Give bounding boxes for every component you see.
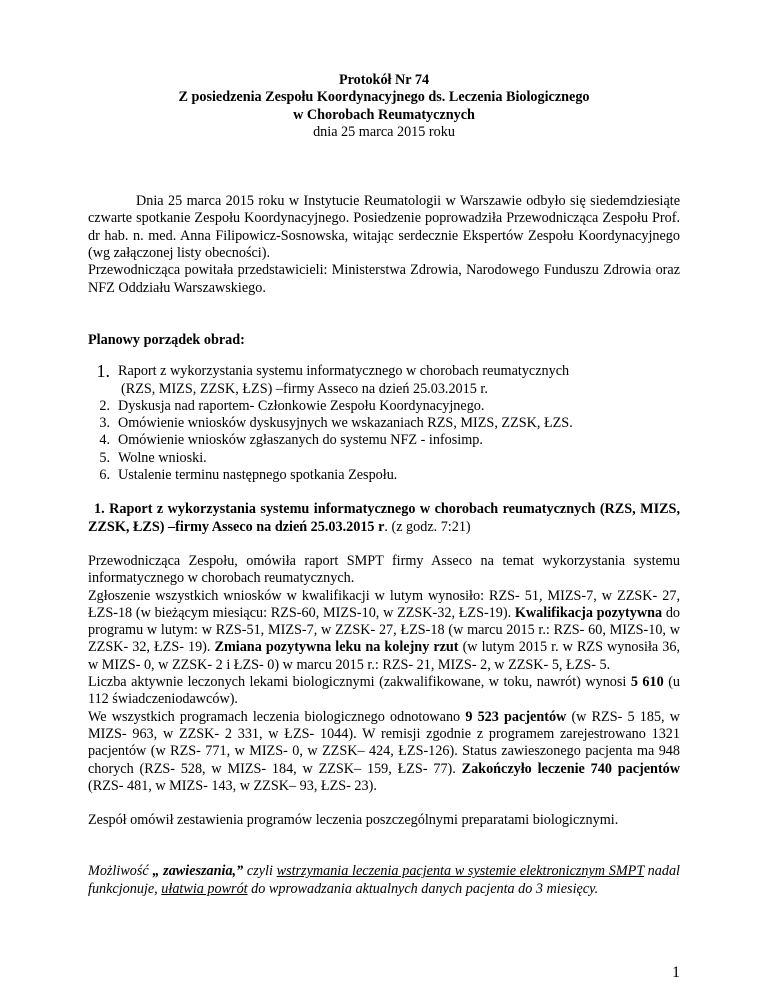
- report-text: (w lutym 2015 r. w RZS wynosiła 36, w MIZS- 0, w ZZSK- 2 i ŁZS- 0) w marcu 2015 r.: RZS- 21, MIZS- 2, w ZZSK- 5, ŁZS- 5.: [88, 639, 681, 673]
- report-bold-text: Kwalifikacja pozytywna: [514, 604, 663, 621]
- agenda-item-number: 1.: [96, 361, 110, 382]
- agenda-item: [88, 398, 680, 415]
- suspension-paragraph: [88, 863, 680, 898]
- agenda-item: [88, 363, 680, 398]
- report-bold-text: Zmiana pozytywna leku na kolejny rzut: [214, 639, 459, 656]
- document-page: [88, 72, 680, 898]
- agenda-item-number: 4.: [99, 432, 110, 449]
- report-text: Zgłoszenie wszystkich wniosków w kwalifikacji w lutym wynosiło: RZS- 51, MIZS-7, w ZZSK- 27, ŁZS-18 (w bieżącym miesiącu: RZS-60, MIZS-10, w ZZSK-32, ŁZS-19).: [88, 587, 680, 621]
- agenda-item: [88, 450, 680, 467]
- agenda-item-number: 2.: [99, 397, 110, 414]
- agenda-item-text: Omówienie wniosków dyskusyjnych we wskazaniach RZS, MIZS, ZZSK, ŁZS.: [118, 415, 573, 432]
- agenda-item-text: [118, 363, 680, 398]
- meeting-title: Z posiedzenia Zespołu Koordynacyjnego ds. Leczenia Biologicznego: [178, 89, 590, 106]
- agenda-list: [88, 363, 680, 484]
- section-1-heading-text: 1. Raport z wykorzystania systemu informatycznego w chorobach reumatycznych (RZS, MIZS, ZZSK, ŁZS) –firmy Asseco na dzień 25.03.2015 r: [88, 501, 680, 535]
- suspension-bold-text: „ zawieszania,”: [152, 863, 244, 880]
- suspension-text: Możliwość: [88, 863, 153, 880]
- summary-paragraph: Zespół omówił zestawienia programów leczenia poszczególnymi preparatami biologicznymi.: [88, 812, 619, 829]
- agenda-item-text: Wolne wnioski.: [118, 449, 207, 466]
- agenda-item-text: Dyskusja nad raportem- Członkowie Zespołu Koordynacyjnego.: [118, 397, 485, 414]
- agenda-item-number: 5.: [99, 449, 110, 466]
- agenda-item: [88, 432, 680, 449]
- report-paragraph: [88, 553, 680, 795]
- intro-paragraph-2: Przewodnicząca powitała przedstawicieli: Ministerstwa Zdrowia, Narodowego Funduszu Zdrowia oraz NFZ Oddziału Warszawskiego.: [88, 262, 680, 296]
- section-1-heading: [88, 501, 680, 536]
- agenda-item-line: Raport z wykorzystania systemu informatycznego w chorobach reumatycznych: [118, 363, 570, 380]
- agenda-item-text: Ustalenie terminu następnego spotkania Zespołu.: [118, 467, 398, 484]
- agenda-item-line-cont: (RZS, MIZS, ZZSK, ŁZS) –firmy Asseco na dzień 25.03.2015 r.: [121, 380, 488, 397]
- suspension-text: do wprowadzania aktualnych danych pacjenta do 3 miesięcy.: [247, 880, 599, 897]
- suspension-underlined-text: wstrzymania leczenia pacjenta w systemie elektronicznym SMPT: [276, 863, 644, 880]
- report-text: (w RZS- 5 185, w MIZS- 963, w ZZSK- 2 331, w ŁZS- 1044). W remisji zgodnie z programem zarejestrowano 1321 pacjentów (w RZS- 771, w MIZS- 0, w ZZSK– 424, ŁZS-126). Status zawieszonego pacjenta ma 948 chorych (RZS- 528, w MIZS- 184, w ZZSK– 159, ŁZS- 77).: [88, 708, 681, 777]
- report-text: We wszystkich programach leczenia biologicznego odnotowano: [88, 708, 466, 725]
- report-text: (u 112 świadczeniodawców).: [88, 674, 681, 708]
- suspension-underlined-text: ułatwia powrót: [161, 880, 248, 897]
- intro-paragraph: Dnia 25 marca 2015 roku w Instytucie Reumatologii w Warszawie odbyło się siedemdziesiąte czwarte spotkanie Zespołu Koordynacyjnego. Posiedzenie poprowadziła Przewodnicząca Zespołu Prof. dr hab. n. med. Anna Filipowicz-Sosnowska, witając serdecznie Ekspertów Zespołu Koordynacyjnego (wg załączonej listy obecności).: [88, 193, 680, 262]
- agenda-item-number: 3.: [99, 415, 110, 432]
- meeting-date: dnia 25 marca 2015 roku: [313, 123, 455, 140]
- suspension-text: nadal funkcjonuje,: [88, 863, 680, 897]
- agenda-item: [88, 467, 680, 484]
- report-bold-text: Zakończyło leczenie 740 pacjentów: [461, 760, 681, 777]
- agenda-item: [88, 415, 680, 432]
- meeting-subtitle: w Chorobach Reumatycznych: [293, 106, 475, 123]
- report-text: (RZS- 481, w MIZS- 143, w ZZSK– 93, ŁZS- 23).: [88, 777, 377, 794]
- report-text: do programu w lutym: w RZS-51, MIZS-7, w ZZSK- 27, ŁZS-18 (w marcu 2015 r.: RZS- 60, MIZS-10, w ZZSK- 32, ŁZS- 19).: [88, 604, 681, 656]
- report-bold-text: 5 610: [630, 674, 664, 691]
- section-1-heading-suffix: . (z godz. 7:21): [384, 518, 471, 535]
- suspension-text: czyli: [243, 863, 277, 880]
- report-text: Liczba aktywnie leczonych lekami biologicznymi (zakwalifikowane, w toku, nawrót) wynosi: [88, 674, 631, 691]
- agenda-item-text: Omówienie wniosków zgłaszanych do systemu NFZ - infosimp.: [118, 432, 483, 449]
- report-text: Przewodnicząca Zespołu, omówiła raport SMPT firmy Asseco na temat wykorzystania systemu informatycznego w chorobach reumatycznych.: [88, 552, 680, 587]
- agenda-heading: Planowy porządek obrad:: [88, 331, 245, 348]
- agenda-item-number: 6.: [99, 467, 110, 484]
- report-bold-text: 9 523 pacjentów: [465, 708, 567, 725]
- protocol-title: Protokół Nr 74: [338, 72, 430, 88]
- page-number: 1: [672, 964, 680, 981]
